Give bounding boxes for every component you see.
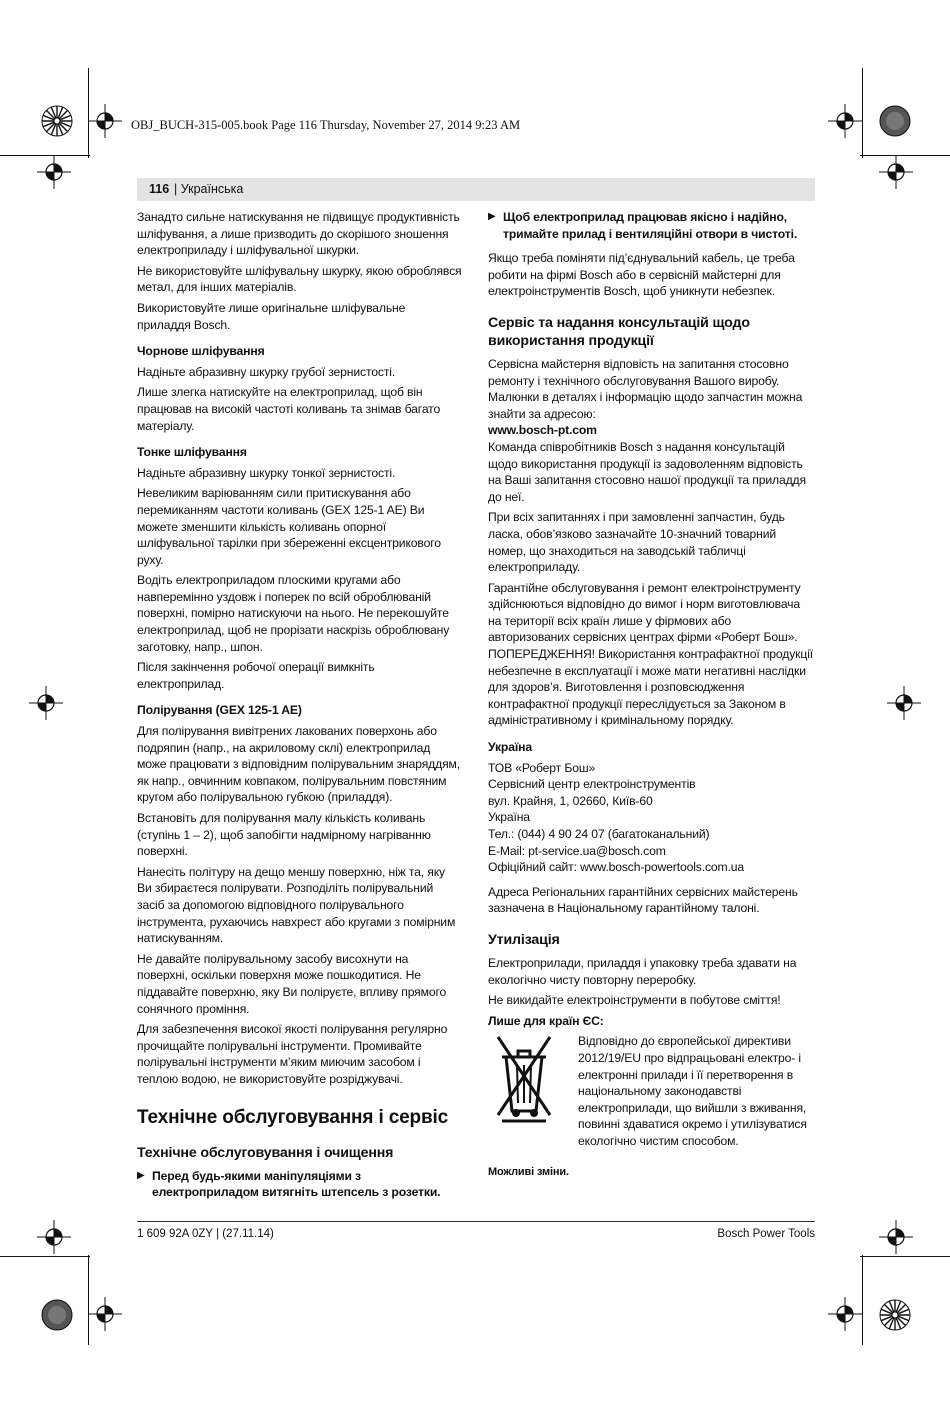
registration-mark-icon [877,1297,913,1333]
weee-text: Відповідно до європейської директиви 2012/19/EU про відпрацьовані електро- і електронні прилади і її перетворення в національному законодавстві електроприлади, що вийшли з вживання, повинні здаватися окремо і утилізуватися екологічно чистим способом. [578,1034,807,1148]
paragraph: Не давайте полірувальному засобу висохнути на поверхні, оскільки поверхня може пошкодитися. Не піддавайте поверхню, яку Ви поліруєте, впливу прямого сонячного проміння. [137,951,447,1016]
paragraph: Якщо треба поміняти під’єднувальний кабель, це треба робити на фірмі Bosch або в сервісній майстерні для електроінструментів Bosch, щоб уникнути небезпек. [488,251,795,299]
contact-line: Україна [488,810,530,825]
paragraph: Водіть електроприладом плоскими кругами або навперемінно уздовж і поперек по всій оброблюваній поверхні, помірно натискуючи на нього. Не перекошуйте електроприлад, щоб не прорізати наскрізь оброблювану заготовку, напр., шпон. [137,573,450,654]
paragraph: Нанесіть політуру на дещо меншу поверхню, ніж та, яку Ви збираєтеся полірувати. Розподіліть полірувальний засіб за допомогою відповідного полірувального інструмента, рухаючись навхрест або кругами з помірним натискуванням. [137,864,456,946]
header-language: | Українська [174,182,244,196]
section-heading-polishing: Полірування (GEX 125-1 AE) [137,703,302,718]
paragraph: Сервісна майстерня відповість на запитання стосовно ремонту і технічного обслуговування Вашого виробу. Малюнки в деталях і інформацію щодо запчастин можна знайти за адресою: [488,356,803,421]
paragraph: Гарантійне обслуговування і ремонт електроінструменту здійснюються відповідно до вимог і норм виготовлювача на території всіх країн лише у фірмових або авторизованих сервісних центрах фірми «Роберт Бош». ПОПЕРЕДЖЕННЯ! Використання контрафактної продукції небезпечне в експлуатації і може мати негативні наслідки для здоров’я. Виготовлення і розповсюдження контрафактної продукції переслідується за Законом в адміністративному і кримінальному порядку. [488,580,813,728]
section-heading-maintenance: Технічне обслуговування і очищення [137,1144,394,1161]
crossed-bin-icon [488,1033,578,1149]
crosshair-target-icon [828,1297,862,1331]
print-info: OBJ_BUCH-315-005.book Page 116 Thursday, November 27, 2014 9:23 AM [131,118,521,132]
contact-line: Офіційний сайт: www.bosch-powertools.com.ua [488,860,745,875]
chapter-heading-service: Технічне обслуговування і сервіс [137,1106,449,1128]
crosshair-target-icon [88,1297,122,1331]
paragraph: Команда співробітників Bosch з надання консультацій щодо використання продукції із задоволенням відповість на Ваші запитання стосовно нашої продукції та приладдя до неї. [488,439,806,504]
bullet-text: Перед будь-якими маніпуляціями з електроприладом витягніть штепсель з розетки. [152,1168,441,1200]
contact-line: Сервісний центр електроінструментів [488,777,696,792]
crosshair-target-icon [88,104,122,138]
page-header [137,178,815,201]
footer-doc-number: 1 609 92A 0ZY | (27.11.14) [137,1228,274,1240]
paragraph: Не використовуйте шліфувальну шкурку, якою оброблявся метал, для інших матеріалів. [137,263,462,295]
paragraph: Лише злегка натискуйте на електроприлад, щоб він працював на високій частоті коливань та знімав багато матеріалу. [137,385,441,433]
crop-line [862,68,863,158]
contact-line: ТОВ «Роберт Бош» [488,760,596,775]
crop-line [860,1256,950,1257]
section-heading-eu-only: Лише для країн ЄС: [488,1013,604,1028]
registration-mark-icon [877,103,913,139]
bullet-text: Щоб електроприлад працював якісно і надійно, тримайте прилад і вентиляційні отвори в чистоті. [503,210,798,241]
registration-mark-icon [39,103,75,139]
section-heading-consulting: Сервіс та надання консультацій щодо використання продукції [488,314,750,349]
crosshair-target-icon [887,686,921,720]
left-column [137,209,462,1205]
paragraph: При всіх запитаннях і при замовленні запчастин, будь ласка, обов’язково зазначайте 10-значний товарний номер, що знаходиться на заводській табличці електроприладу. [488,510,785,575]
paragraph: Надіньте абразивну шкурку тонкої зернистості. [137,465,396,480]
crosshair-target-icon [879,155,913,189]
contact-line: Тел.: (044) 4 90 24 07 (багатоканальний) [488,827,710,841]
crosshair-target-icon [29,686,63,720]
paragraph: Не викидайте електроінструменти в побутове сміття! [488,993,781,1008]
section-heading-disposal: Утилізація [488,931,560,948]
page-number: 116 [149,182,170,196]
crop-line [862,1255,863,1345]
changes-note: Можливі зміни. [488,1165,569,1178]
contact-line: E-Mail: pt-service.ua@bosch.com [488,843,666,858]
warning-bullet [488,209,815,242]
contact-address [488,760,815,876]
bullet-arrow-icon: ▶ [137,1169,145,1181]
crosshair-target-icon [828,104,862,138]
crosshair-target-icon [37,1220,71,1254]
crosshair-target-icon [37,155,71,189]
footer-divider [137,1221,815,1222]
paragraph: Після закінчення робочої операції вимкніть електроприлад. [137,660,375,691]
section-heading-fine-sanding: Тонке шліфування [137,445,247,460]
footer-brand: Bosch Power Tools [717,1228,815,1240]
section-heading-ukraine: Україна [488,740,532,755]
registration-mark-icon [39,1297,75,1333]
section-heading-rough-sanding: Чорнове шліфування [137,344,265,359]
weee-block [488,1033,815,1149]
paragraph: Невеликим варіюванням сили притискування або перемиканням частоти коливань (GEX 125-1 AE) Ви можете зменшити кількість коливань опорної шліфувальної тарілки при збереженні ексцентрикового руху. [137,486,441,567]
crosshair-target-icon [879,1220,913,1254]
paragraph: Використовуйте лише оригінальне шліфувальне приладдя Bosch. [137,300,406,332]
bullet-arrow-icon: ▶ [488,211,496,222]
contact-line: вул. Крайня, 1, 02660, Київ-60 [488,793,653,808]
paragraph: Для полірування вивітрених лакованих поверхонь або подряпин (напр., на акриловому склі) електроприлад може працювати з відповідним полірувальним знаряддям, як напр., овчинним ковпаком, полірувальним повстяним кругом або полірувальною губкою (приладдя). [137,724,460,805]
website-link[interactable]: www.bosch-pt.com [488,423,597,438]
paragraph: Електроприлади, приладдя і упаковку треба здавати на екологічно чисту повторну переробку. [488,955,797,987]
paragraph: Надіньте абразивну шкурку грубої зернистості. [137,364,396,379]
paragraph: Для забезпечення високої якості полірування регулярно прочищайте полірувальні інструменти. Промивайте полірувальні інструменти м’яким миючим засобом і теплою водою, не використовуйте розріджувачі. [137,1022,448,1086]
crop-line [0,1256,90,1257]
warning-bullet [137,1168,462,1201]
right-column [488,209,815,1184]
paragraph: Занадто сильне натискування не підвищує продуктивність шліфування, а лише призводить до скорішого зношення електроприладу і шліфувальної шкурки. [137,210,460,258]
paragraph: Адреса Регіональних гарантійних сервісних майстерень зазначена в Національному гарантійному талоні. [488,884,798,916]
paragraph: Встановіть для полірування малу кількість коливань (ступінь 1 – 2), щоб запобігти надмірному нагріванню поверхні. [137,811,431,859]
